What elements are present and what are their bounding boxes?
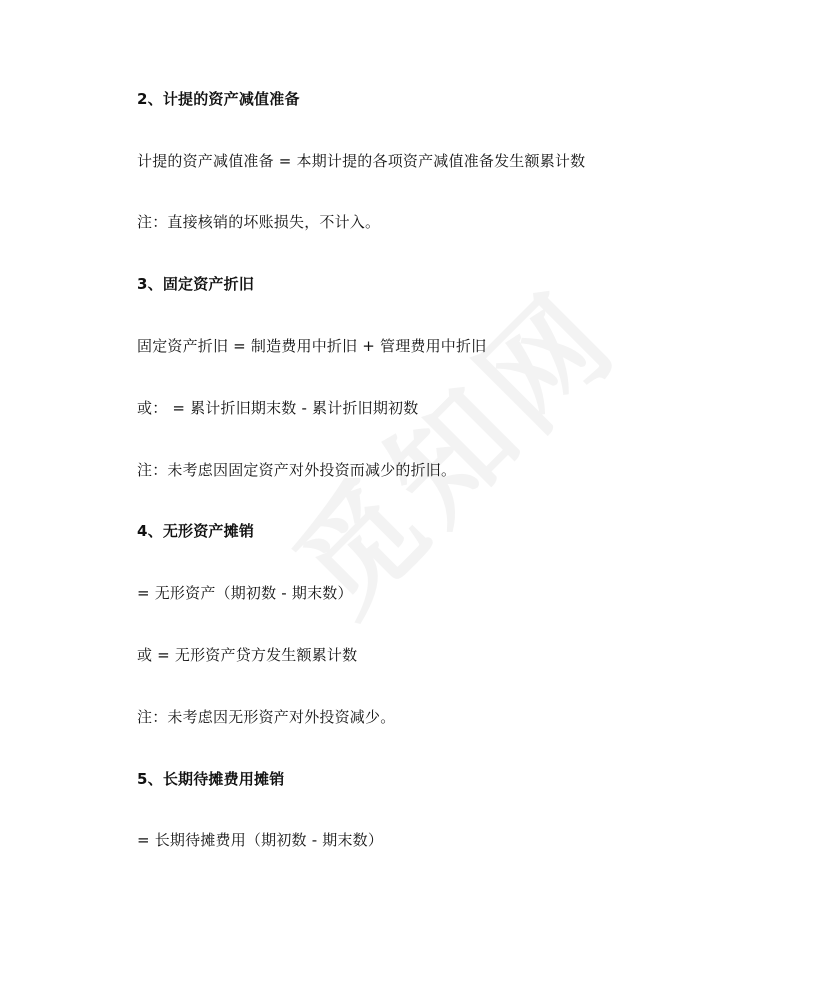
formula-fixed-asset-depreciation: 固定资产折旧 = 制造费用中折旧 + 管理费用中折旧 — [137, 337, 487, 355]
formula-alt-intangible: 或 = 无形资产贷方发生额累计数 — [137, 646, 358, 664]
note-intangible: 注：未考虑因无形资产对外投资减少。 — [137, 708, 396, 726]
heading-long-term-prepaid: 5、长期待摊费用摊销 — [137, 770, 285, 788]
formula-long-term-prepaid: = 长期待摊费用（期初数 - 期末数） — [137, 831, 384, 849]
note-bad-debt: 注：直接核销的坏账损失，不计入。 — [137, 213, 381, 231]
note-depreciation: 注：未考虑因固定资产对外投资而减少的折旧。 — [137, 461, 457, 479]
heading-impairment-provision: 2、计提的资产减值准备 — [137, 90, 300, 108]
heading-fixed-asset-depreciation: 3、固定资产折旧 — [137, 275, 255, 293]
formula-impairment-provision: 计提的资产减值准备 = 本期计提的各项资产减值准备发生额累计数 — [137, 152, 586, 170]
formula-alt-depreciation: 或： = 累计折旧期末数 - 累计折旧期初数 — [137, 399, 419, 417]
formula-intangible-amortization: = 无形资产（期初数 - 期末数） — [137, 584, 353, 602]
heading-intangible-amortization: 4、无形资产摊销 — [137, 522, 255, 540]
